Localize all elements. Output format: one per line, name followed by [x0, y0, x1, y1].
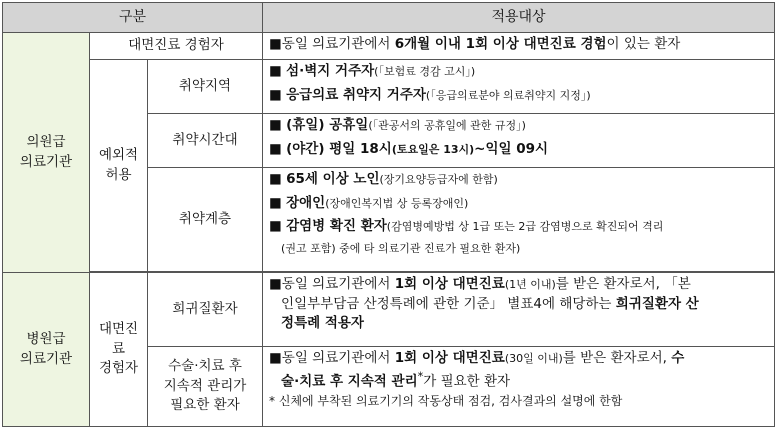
list-item: ■ 섬·벽지 거주자(「보험료 경감 고시」): [269, 63, 476, 79]
list-item: ■ 65세 이상 노인(장기요양등급자에 한함): [269, 171, 498, 187]
clinic-area-label: 취약지역: [148, 60, 263, 114]
hospital-prior-label: 대면진 료 경험자: [90, 273, 148, 427]
clinic-area-desc: [263, 60, 775, 114]
hospital-label: 병원급 의료기관: [3, 273, 90, 427]
list-item-continuation: 술·치료 후 지속적 관리*가 필요한 환자: [281, 369, 511, 390]
hospital-rare-desc: [263, 273, 775, 347]
list-item: ■ 감염병 확진 환자(감염병예방법 상 1급 또는 2급 감염병으로 확진되어 격리: [269, 218, 664, 235]
header-row: [3, 3, 775, 33]
footnote: * 신체에 부착된 의료기기의 작동상태 점검, 검사결과의 설명에 한함: [269, 393, 623, 408]
list-item-continuation: 정특례 적용자: [281, 315, 364, 332]
list-item-continuation: 인일부부담금 산정특례에 관한 기준」 별표4에 해당하는 희귀질환자 산: [281, 295, 699, 312]
list-item: ■ (휴일) 공휴일(「관공서의 공휴일에 관한 규정」): [269, 117, 526, 133]
telemedicine-eligibility-table: [2, 2, 775, 427]
hospital-rare-label: 희귀질환자: [148, 273, 263, 347]
header-category: 구분: [3, 3, 263, 33]
list-item: ■동일 의료기관에서 6개월 이내 1회 이상 대면진료 경험이 있는 환자: [269, 36, 681, 52]
hospital-rare-row: [3, 273, 775, 347]
clinic-time-desc: [263, 114, 775, 168]
list-item: ■ 응급의료 취약지 거주자(「응급의료분야 의료취약지 지정」): [269, 86, 591, 103]
list-item: ■동일 의료기관에서 1회 이상 대면진료(30일 이내)를 받은 환자로서, 수: [269, 350, 685, 366]
clinic-prior-desc: [263, 33, 775, 60]
clinic-exception-label: 예외적 허용: [90, 60, 148, 272]
list-item: ■ 장애인(장애인복지법 상 등록장애인): [269, 194, 469, 211]
clinic-area-row: [3, 60, 775, 114]
clinic-prior-label: 대면진료 경험자: [90, 33, 263, 60]
list-item-continuation: (권고 포함) 중에 타 의료기관 진료가 필요한 환자): [281, 241, 521, 255]
header-target: 적용대상: [263, 3, 775, 33]
clinic-label: 의원급 의료기관: [3, 33, 90, 273]
hospital-postop-desc: [263, 347, 775, 427]
clinic-groups-desc: [263, 168, 775, 272]
clinic-time-label: 취약시간대: [148, 114, 263, 168]
clinic-prior-row: [3, 33, 775, 60]
hospital-postop-label: 수술·치료 후 지속적 관리가 필요한 환자: [148, 347, 263, 427]
list-item: ■동일 의료기관에서 1회 이상 대면진료(1년 이내)를 받은 환자로서, 「본: [269, 276, 691, 292]
clinic-groups-label: 취약계층: [148, 168, 263, 272]
list-item: ■ (야간) 평일 18시(토요일은 13시)~익일 09시: [269, 140, 549, 157]
